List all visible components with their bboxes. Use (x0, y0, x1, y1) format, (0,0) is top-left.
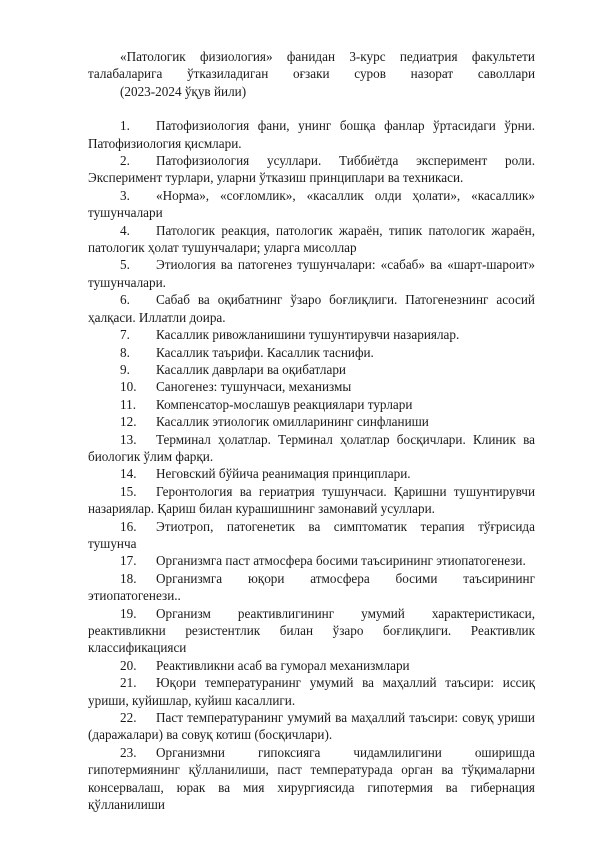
academic-year: (2023-2024 ўқув йили) (120, 83, 247, 99)
question-number: 11. (120, 396, 136, 412)
question-text: Патологик реакция, патологик жараён, типик патологик жараён, патологик ҳолат тушунчалари; уларга мисоллар (88, 222, 535, 256)
question-item (88, 465, 535, 482)
question-item (88, 709, 535, 744)
question-item (88, 152, 535, 187)
question-text: Организмга юқори атмосфера босими таъсирининг этиопатогенези.. (88, 570, 535, 604)
question-text: Паст температуранинг умумий ва маҳаллий таъсири: совуқ уриши (даражалари) ва совуқ котиш (босқичлари). (88, 710, 535, 743)
question-item (88, 552, 535, 569)
question-item (88, 431, 535, 466)
question-item (88, 187, 535, 222)
question-number: 14. (120, 466, 137, 482)
question-text: Организмга паст атмосфера босими таъсирининг этиопатогенези. (156, 553, 526, 569)
question-item (88, 483, 535, 518)
question-number: 21. (120, 675, 137, 691)
question-number: 18. (120, 570, 137, 586)
question-item (88, 326, 535, 343)
question-text: Терминал ҳолатлар. Терминал ҳолатлар босқичлари. Клиник ва биологик ўлим фарқи. (88, 431, 535, 464)
question-number: 10. (120, 379, 137, 395)
question-item (88, 361, 535, 378)
question-text: Касаллик этиологик омилларининг синфланиши (156, 414, 429, 430)
question-item (88, 222, 535, 257)
question-text: Реактивликни асаб ва гуморал механизмлари (156, 657, 410, 673)
question-number: 9. (120, 361, 130, 377)
question-item (88, 657, 535, 674)
spacer (88, 100, 535, 117)
question-text: Касаллик даврлари ва оқибатлари (156, 361, 346, 377)
question-number: 17. (120, 553, 137, 569)
question-number: 4. (120, 222, 130, 238)
question-item (88, 117, 535, 152)
question-text: Сабаб ва оқибатнинг ўзаро боғлиқлиги. Патогенезнинг асосий ҳалқаси. Иллатли доира. (88, 292, 535, 325)
document-page (88, 48, 535, 813)
question-number: 16. (120, 518, 137, 534)
question-item (88, 518, 535, 553)
question-text: Неговский бўйича реанимация принциплари. (156, 466, 411, 482)
question-item (88, 570, 535, 605)
question-text: Этиотроп, патогенетик ва симптоматик терапия тўғрисида тушунча (88, 518, 535, 551)
question-text: Юқори температуранинг умумий ва маҳаллий таъсири: иссиқ уриши, куйишлар, куйиш касаллиги. (88, 675, 535, 708)
question-number: 15. (120, 483, 137, 499)
question-number: 1. (120, 118, 130, 134)
question-item (88, 344, 535, 361)
question-number: 5. (120, 257, 130, 273)
question-item (88, 605, 535, 657)
question-text: Организм реактивлигининг умумий характеристикаси, реактивликни резистентлик билан ўзаро боғлиқлиги. Реактивлик классификацияси (88, 605, 535, 656)
question-text: Касаллик ривожланишини тушунтирувчи назариялар. (156, 327, 460, 343)
question-number: 20. (120, 657, 137, 673)
question-text: Саногенез: тушунчаси, механизмы (156, 379, 352, 395)
question-list (88, 117, 535, 813)
question-item (88, 291, 535, 326)
question-text: Патофизиология фани, унинг бошқа фанлар ўртасидаги ўрни. Патофизиология қисмлари. (88, 118, 535, 151)
question-text: Компенсатор-мослашув реакциялари турлари (156, 396, 413, 412)
document-title: «Патологик физиология» фанидан 3-курс педиатрия факультети талабаларига ўтказиладиган оғзаки сурoв назорат саволлари (88, 49, 535, 82)
question-number: 13. (120, 431, 137, 447)
question-text: Геронтология ва гериатрия тушунчаси. Қаришни тушунтирувчи назариялар. Қариш билан курашишнинг замонавий усуллари. (88, 483, 535, 517)
question-number: 3. (120, 187, 130, 203)
question-number: 2. (120, 153, 130, 169)
question-text: Касаллик таърифи. Касаллик таснифи. (156, 344, 374, 360)
question-text: «Норма», «соғломлик», «касаллик олди ҳолати», «касаллик» тушунчалари (88, 187, 535, 221)
question-item (88, 744, 535, 814)
question-number: 19. (120, 605, 137, 621)
question-item (88, 413, 535, 430)
question-text: Этиология ва патогенез тушунчалари: «сабаб» ва «шарт-шароит» тушунчалари. (88, 257, 535, 290)
question-item (88, 378, 535, 395)
question-item (88, 674, 535, 709)
question-text: Организмни гипоксияга чидамлилигини оширишда гипотермиянинг қўлланилиши, паст температурада орган ва тўқималарни консервалаш, юрак ва мия хирургиясида гипотермия ва гибернация қўлланилиши (88, 744, 535, 813)
question-number: 22. (120, 710, 137, 726)
question-text: Патофизиология усуллари. Тиббиётда эксперимент роли. Эксперимент турлари, уларни ўтказиш принциплари ва техникаси. (88, 153, 535, 186)
question-item (88, 256, 535, 291)
question-number: 7. (120, 327, 130, 343)
question-number: 12. (120, 414, 137, 430)
question-number: 6. (120, 292, 130, 308)
question-item (88, 396, 535, 413)
question-number: 8. (120, 344, 130, 360)
question-number: 23. (120, 744, 137, 760)
